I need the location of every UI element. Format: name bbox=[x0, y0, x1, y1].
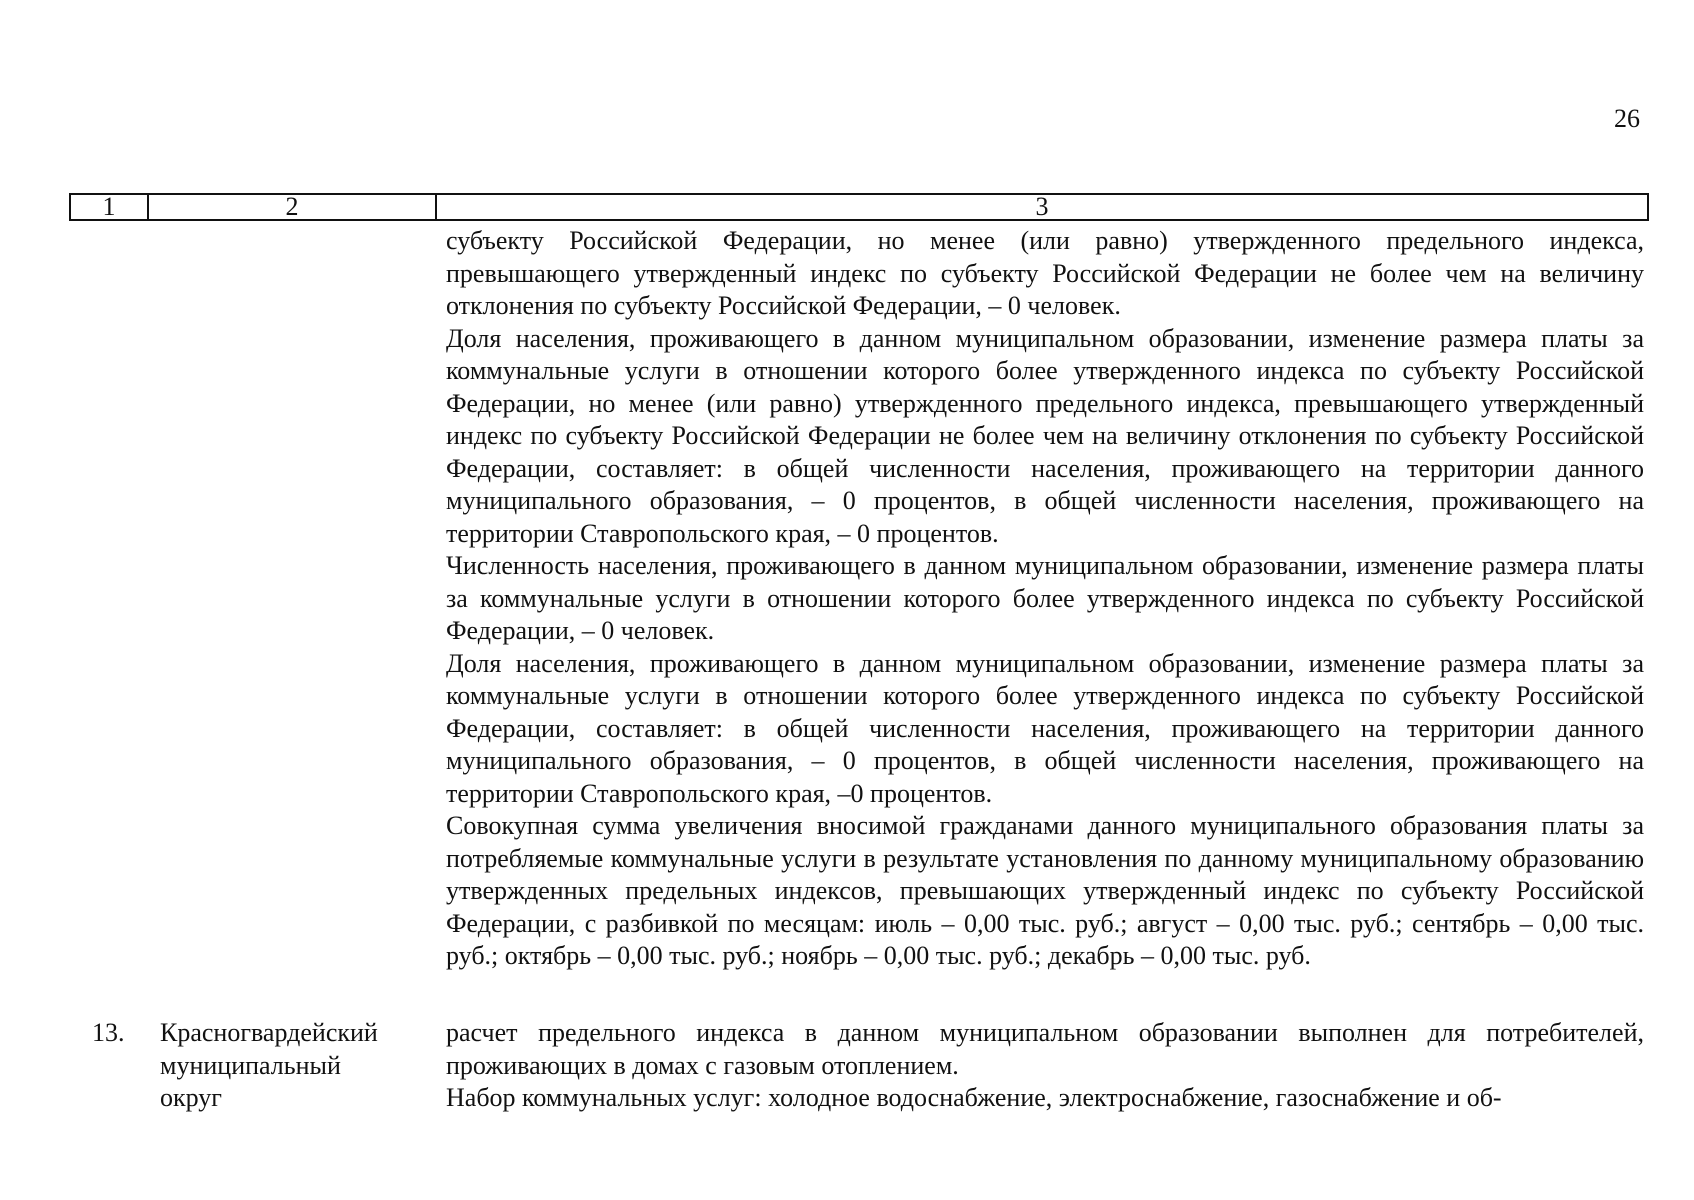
table-header-row bbox=[69, 193, 1649, 221]
row-number: 13. bbox=[92, 1018, 125, 1047]
municipality-name bbox=[160, 1017, 420, 1115]
paragraph: Доля населения, проживающего в данном муниципальном образовании, изменение размера платы за коммунальные услуги в отношении которого более утвержденного индекса по субъекту Российской Федерации, но менее (или равно) утвержденного предельного индекса, превышающего утвержденный индекс по субъекту Российской Федерации не более чем на величину отклонения по субъекту Российской Федерации, составляет: в общей численности населения, проживающего на территории данного муниципального образования, – 0 процентов, в общей численности населения, проживающего на территории Ставропольского края, – 0 процентов. bbox=[446, 323, 1644, 548]
table-header-col-1: 1 bbox=[71, 195, 149, 219]
paragraph: субъекту Российской Федерации, но менее (или равно) утвержденного предельного индекса, превышающего утвержденный индекс по субъекту Российской Федерации не более чем на величину отклонения по субъекту Российской Федерации, – 0 человек. bbox=[446, 226, 1644, 320]
continuation-text bbox=[446, 225, 1644, 973]
municipality-name-line: округ bbox=[160, 1083, 222, 1112]
row-13-text bbox=[446, 1017, 1644, 1115]
paragraph: Совокупная сумма увеличения вносимой гражданами данного муниципального образования платы за потребляемые коммунальные услуги в результате установления по данному муниципальному образованию утвержденных предельных индексов, превышающих утвержденный индекс по субъекту Российской Федерации, с разбивкой по месяцам: июль – 0,00 тыс. руб.; август – 0,00 тыс. руб.; сентябрь – 0,00 тыс. руб.; октябрь – 0,00 тыс. руб.; ноябрь – 0,00 тыс. руб.; декабрь – 0,00 тыс. руб. bbox=[446, 811, 1644, 970]
paragraph: Набор коммунальных услуг: холодное водоснабжение, электроснабжение, газоснабжение и об- bbox=[446, 1083, 1502, 1112]
table-header-col-3: 3 bbox=[1035, 192, 1049, 221]
municipality-name-line: Красногвардейский bbox=[160, 1018, 378, 1047]
paragraph: Доля населения, проживающего в данном муниципальном образовании, изменение размера платы за коммунальные услуги в отношении которого более утвержденного индекса по субъекту Российской Федерации, составляет: в общей численности населения, проживающего на территории данного муниципального образования, – 0 процентов, в общей численности населения, проживающего на территории Ставропольского края, –0 процентов. bbox=[446, 648, 1644, 808]
page-number: 26 bbox=[1614, 104, 1640, 133]
paragraph: Численность населения, проживающего в данном муниципальном образовании, изменение размера платы за коммунальные услуги в отношении которого более утвержденного индекса по субъекту Российской Федерации, – 0 человек. bbox=[446, 551, 1644, 645]
table-header-col-2: 2 bbox=[149, 195, 437, 219]
municipality-name-line: муниципальный bbox=[160, 1050, 341, 1080]
paragraph: расчет предельного индекса в данном муниципальном образовании выполнен для потребителей, проживающих в домах с газовым отоплением. bbox=[446, 1018, 1644, 1080]
